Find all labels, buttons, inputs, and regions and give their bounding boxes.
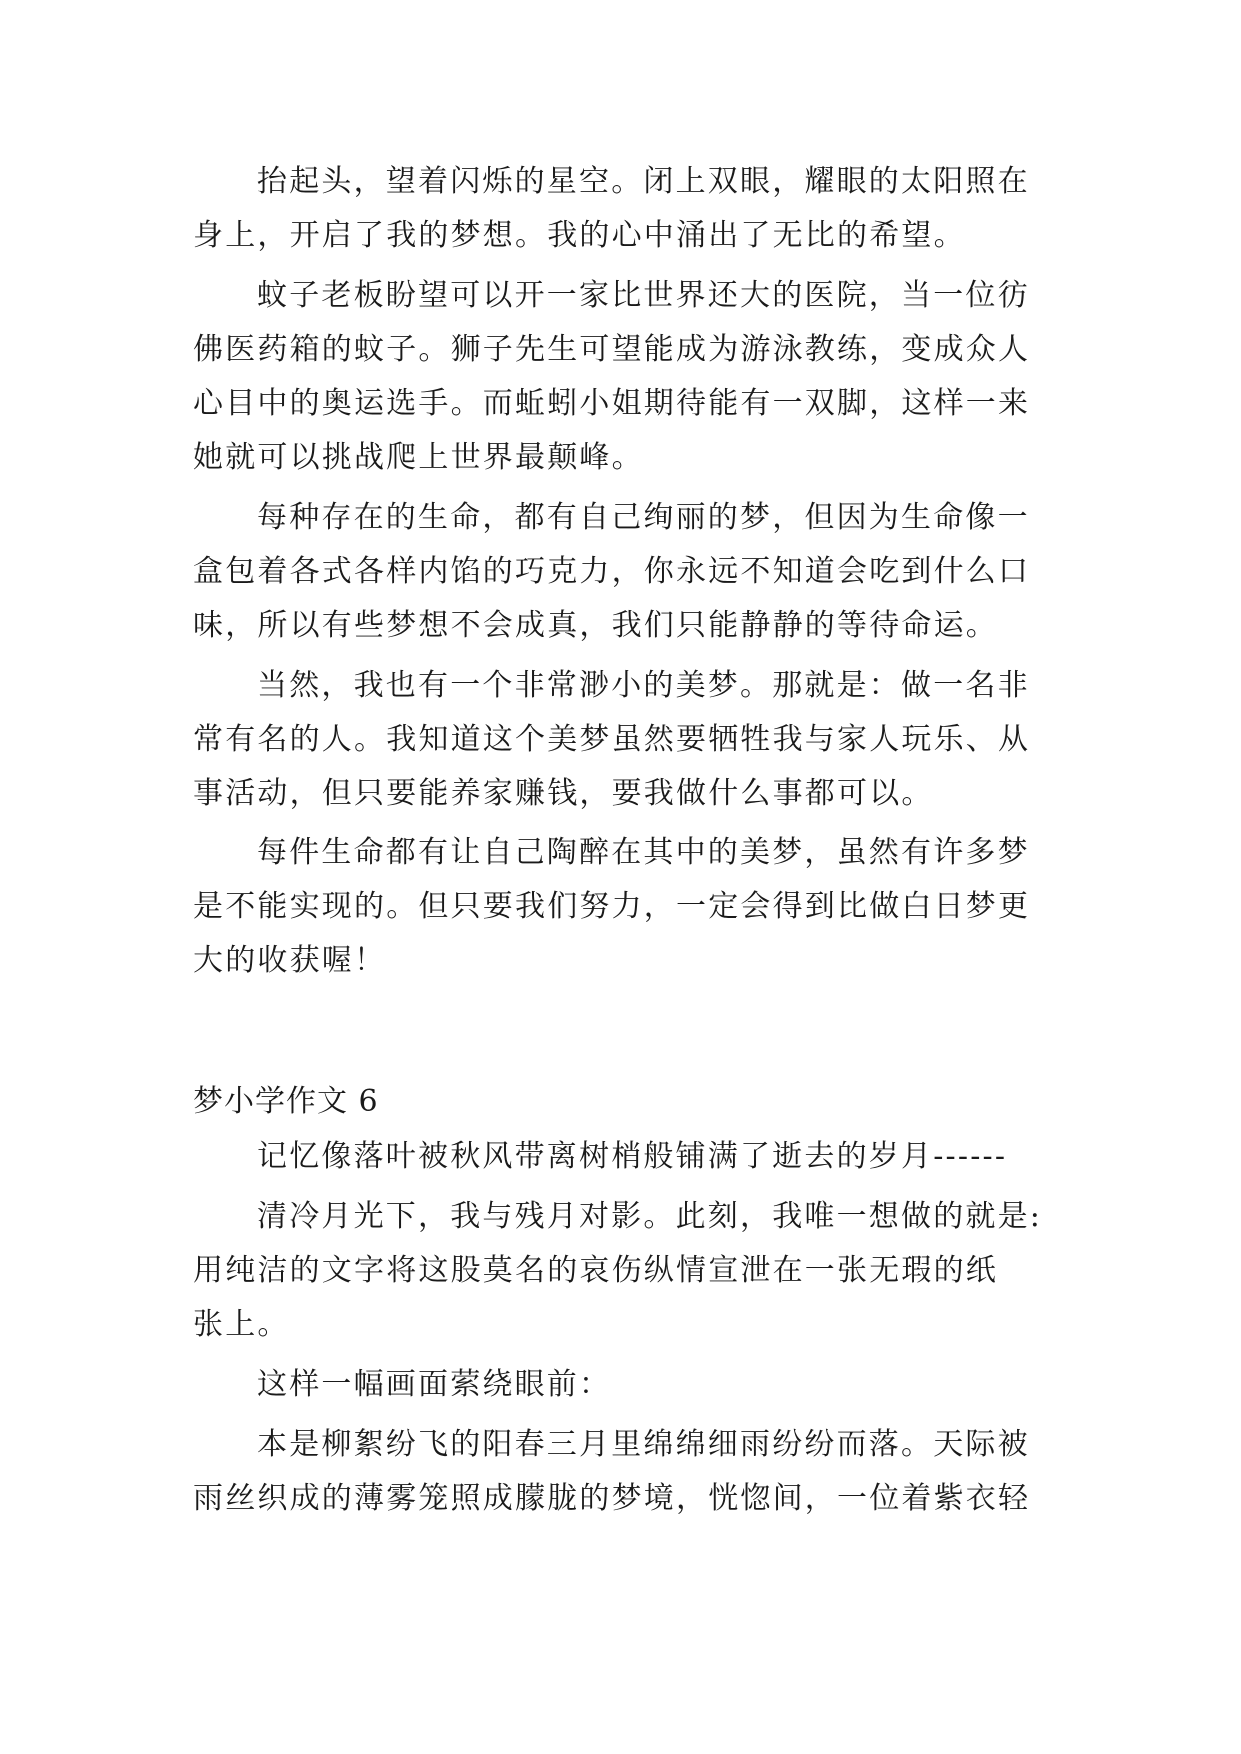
paragraph-4-line-2: 常有名的人。我知道这个美梦虽然要牺牲我与家人玩乐、从: [193, 722, 1031, 757]
paragraph-2-line-3: 心目中的奥运选手。而蚯蚓小姐期待能有一双脚，这样一来: [193, 386, 1031, 421]
paragraph-1-line-2: 身上，开启了我的梦想。我的心中涌出了无比的希望。: [193, 218, 966, 253]
paragraph-5-line-2: 是不能实现的。但只要我们努力，一定会得到比做白日梦更: [193, 889, 1031, 924]
section-paragraph-2-line-2: 用纯洁的文字将这股莫名的哀伤纵情宣泄在一张无瑕的纸: [193, 1253, 998, 1288]
paragraph-3-line-1: 每种存在的生命，都有自己绚丽的梦，但因为生命像一: [257, 500, 1030, 535]
section-title: 梦小学作文 6: [193, 1084, 379, 1119]
paragraph-5-line-3: 大的收获喔！: [193, 943, 387, 978]
section-paragraph-2-line-1: 清冷月光下，我与残月对影。此刻，我唯一想做的就是:: [257, 1199, 1043, 1234]
paragraph-5-line-1: 每件生命都有让自己陶醉在其中的美梦，虽然有许多梦: [257, 835, 1030, 870]
paragraph-2-line-2: 佛医药箱的蚊子。狮子先生可望能成为游泳教练，变成众人: [193, 332, 1031, 367]
paragraph-3-line-2: 盒包着各式各样内馅的巧克力，你永远不知道会吃到什么口: [193, 554, 1031, 589]
section-paragraph-1-line-1: 记忆像落叶被秋风带离树梢般铺满了逝去的岁月------: [257, 1139, 1008, 1174]
paragraph-4-line-1: 当然，我也有一个非常渺小的美梦。那就是：做一名非: [257, 668, 1030, 703]
paragraph-2-line-4: 她就可以挑战爬上世界最颠峰。: [193, 440, 644, 475]
section-paragraph-2-line-3: 张上。: [193, 1307, 290, 1342]
paragraph-4-line-3: 事活动，但只要能养家赚钱，要我做什么事都可以。: [193, 776, 934, 811]
paragraph-3-line-3: 味，所以有些梦想不会成真，我们只能静静的等待命运。: [193, 608, 998, 643]
section-paragraph-4-line-2: 雨丝织成的薄雾笼照成朦胧的梦境，恍惚间，一位着紫衣轻: [193, 1481, 1031, 1516]
paragraph-2-line-1: 蚊子老板盼望可以开一家比世界还大的医院，当一位彷: [257, 278, 1030, 313]
section-paragraph-4-line-1: 本是柳絮纷飞的阳春三月里绵绵细雨纷纷而落。天际被: [257, 1427, 1030, 1462]
section-paragraph-3-line-1: 这样一幅画面萦绕眼前：: [257, 1367, 612, 1402]
paragraph-1-line-1: 抬起头，望着闪烁的星空。闭上双眼，耀眼的太阳照在: [257, 164, 1030, 199]
